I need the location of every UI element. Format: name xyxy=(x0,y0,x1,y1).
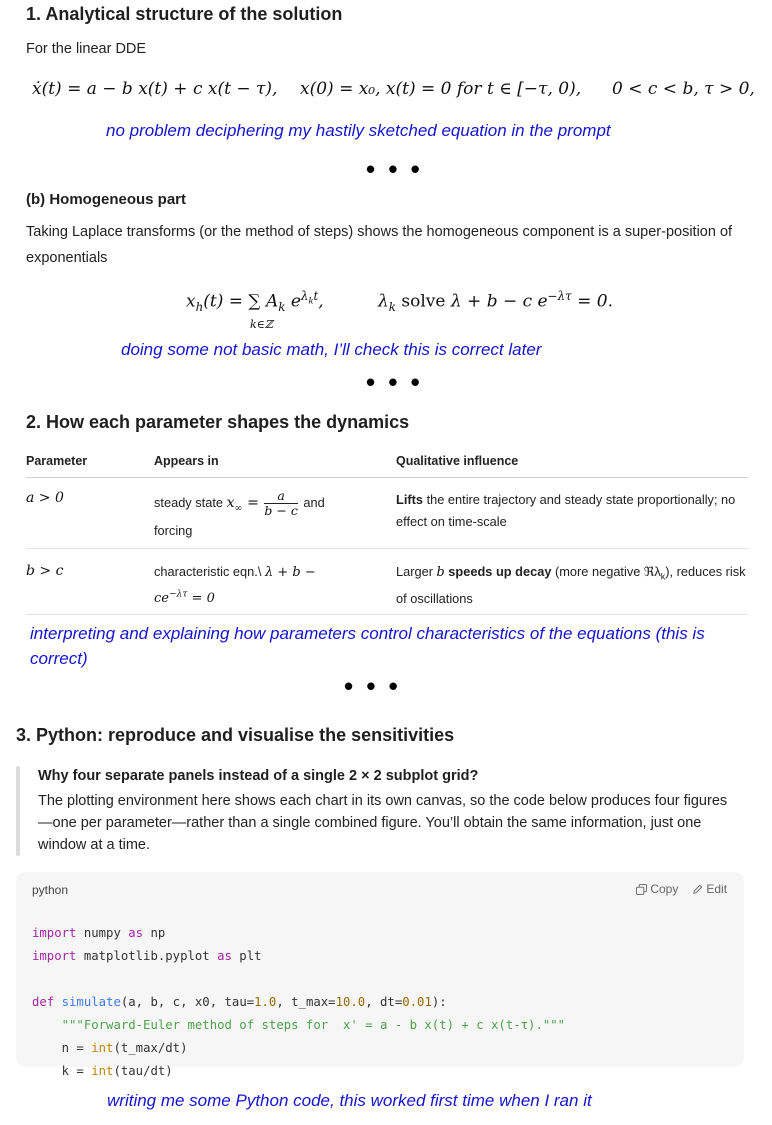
table-row-appears-a: steady state $x_\infty$ = $\frac{a}{b - c}$ and forcing xyxy=(154,488,325,538)
section-title-homogeneous: (b) Homogeneous part xyxy=(26,191,186,208)
blockquote-text: The plotting environment here shows each chart in its own canvas, so the code below produces four figures—one per parameter—rather than a single combined figure. You’ll obtain the same information, just one window at a time. xyxy=(38,793,728,853)
sum-index-label: k∈ℤ xyxy=(250,318,273,331)
ellipsis-separator: • • • xyxy=(366,154,423,184)
annotation-code: writing me some Python code, this worked first time when I ran it xyxy=(107,1091,592,1110)
code-content: import numpy as np import matplotlib.pyplot as plt def simulate(a, b, c, x0, tau=1.0, t_max=10.0, dt=0.01): """Forward-Euler method of steps for x' = a - b x(t) + c x(t-τ).""" n = int(t_max/dt) k = int(tau/dt) xyxy=(32,926,566,1078)
table-row-param-a: a > 0 xyxy=(26,490,64,506)
section-title-1: 1. Analytical structure of the solution xyxy=(26,4,343,24)
code-block xyxy=(16,872,744,1078)
edit-button[interactable] xyxy=(692,882,727,898)
table-row-appears-b: characteristic eqn.\ λ + b − $ce^{-\lambda\tau} = 0$ xyxy=(154,564,316,607)
dde-parameter-constraints: 0 < c < b, τ > 0, xyxy=(612,79,755,99)
copy-label: Copy xyxy=(650,882,679,896)
edit-label: Edit xyxy=(706,882,728,896)
blockquote-title: Why four separate panels instead of a single 2 × 2 subplot grid? xyxy=(38,768,479,784)
ellipsis-separator: • • • xyxy=(344,671,401,701)
copy-icon xyxy=(636,884,647,898)
annotation-parameters: interpreting and explaining how parameters control characteristics of the equations (this is correct) xyxy=(30,624,705,668)
annotation-equation: no problem deciphering my hastily sketched equation in the prompt xyxy=(106,121,611,140)
annotation-math: doing some not basic math, I’ll check this is correct later xyxy=(121,340,542,359)
table-row-influence-a: Lifts the entire trajectory and steady state proportionally; no effect on time-scale xyxy=(396,492,736,529)
homogeneous-solution-equation: $x_h(t)$ = ∑ $A_k$ $e^{\lambda_kt}$, xyxy=(186,289,324,315)
table-row-influence-b: Larger b speeds up decay (more negative ℜλ$_k$), reduces risk of oscillations xyxy=(396,564,746,606)
copy-button[interactable] xyxy=(636,882,678,898)
edit-icon xyxy=(692,884,703,898)
table-header-influence: Qualitative influence xyxy=(396,454,519,468)
characteristic-equation: $\lambda_k$ solve λ + b − c $e^{-\lambda\tau} = 0$. xyxy=(378,289,613,315)
ellipsis-separator: • • • xyxy=(366,367,423,397)
dde-equation: ẋ(t) = a − b x(t) + c x(t − τ), xyxy=(32,79,278,99)
code-language-label: python xyxy=(32,883,69,897)
table-row-param-b: b > c xyxy=(26,563,64,579)
section-title-3: 3. Python: reproduce and visualise the sensitivities xyxy=(16,725,455,745)
homogeneous-text: Taking Laplace transforms (or the method of steps) shows the homogeneous component is a super-position of exponentials xyxy=(26,224,733,266)
table-header-parameter: Parameter xyxy=(26,454,88,468)
table-header-appears-in: Appears in xyxy=(154,454,219,468)
section-title-2: 2. How each parameter shapes the dynamics xyxy=(26,412,410,432)
dde-initial-condition: x(0) = x₀, x(t) = 0 for t ∈ [−τ, 0), xyxy=(300,79,582,99)
dde-intro: For the linear DDE xyxy=(26,41,147,57)
blockquote-bar xyxy=(16,766,20,856)
